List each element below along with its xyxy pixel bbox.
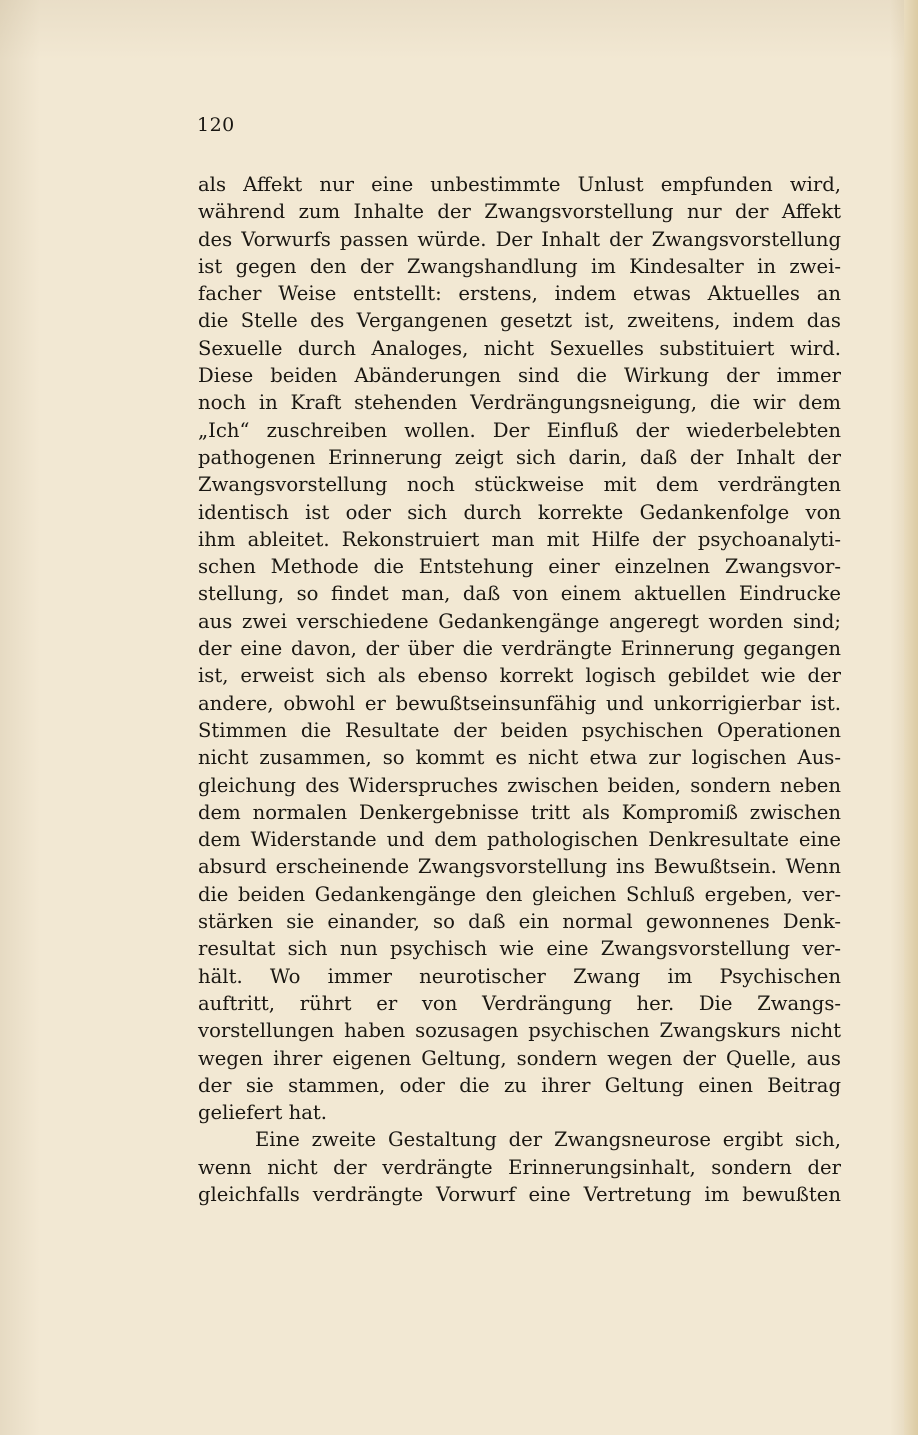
text-line: nicht zusammen, so kommt es nicht etwa zur logischen Aus- bbox=[198, 746, 841, 770]
text-line: Sexuelle durch Analoges, nicht Sexuelles substituiert wird. bbox=[198, 336, 841, 360]
text-line: ist, erweist sich als ebenso korrekt logisch gebildet wie der bbox=[198, 664, 841, 688]
text-line: facher Weise entstellt: erstens, indem etwas Aktuelles an bbox=[198, 282, 841, 306]
text-line: schen Methode die Entstehung einer einzelnen Zwangsvor- bbox=[198, 555, 841, 579]
text-line: identisch ist oder sich durch korrekte Gedankenfolge von bbox=[198, 500, 841, 524]
page-edge bbox=[904, 0, 918, 1435]
text-line: die beiden Gedankengänge den gleichen Schluß ergeben, ver- bbox=[198, 882, 841, 906]
text-line: gleichfalls verdrängte Vorwurf eine Vertretung im bewußten bbox=[198, 1182, 841, 1206]
text-line: während zum Inhalte der Zwangsvorstellung nur der Affekt bbox=[198, 200, 841, 224]
text-line: aus zwei verschiedene Gedankengänge angeregt worden sind; bbox=[198, 609, 841, 633]
page-number: 120 bbox=[197, 114, 235, 136]
text-line: Diese beiden Abänderungen sind die Wirkung der immer bbox=[198, 364, 841, 388]
text-line: Zwangsvorstellung noch stückweise mit dem verdrängten bbox=[198, 473, 841, 497]
text-line: andere, obwohl er bewußtseinsunfähig und unkorrigierbar ist. bbox=[198, 691, 841, 715]
text-line: pathogenen Erinnerung zeigt sich darin, daß der Inhalt der bbox=[198, 445, 841, 469]
text-line: vorstellungen haben sozusagen psychischen Zwangskurs nicht bbox=[198, 1019, 841, 1043]
body-text bbox=[198, 171, 841, 1208]
text-line: absurd erscheinende Zwangsvorstellung ins Bewußtsein. Wenn bbox=[198, 855, 841, 879]
text-line: dem Widerstande und dem pathologischen Denkresultate eine bbox=[198, 828, 841, 852]
text-line: der eine davon, der über die verdrängte Erinnerung gegangen bbox=[198, 637, 841, 661]
text-line: resultat sich nun psychisch wie eine Zwangsvorstellung ver- bbox=[198, 937, 841, 961]
text-line: stellung, so findet man, daß von einem aktuellen Eindrucke bbox=[198, 582, 841, 606]
text-line: als Affekt nur eine unbestimmte Unlust empfunden wird, bbox=[198, 173, 841, 196]
text-line: ihm ableitet. Rekonstruiert man mit Hilfe der psychoanalyti- bbox=[198, 527, 841, 551]
text-line: des Vorwurfs passen würde. Der Inhalt der Zwangsvorstellung bbox=[198, 227, 841, 251]
text-line: dem normalen Denkergebnisse tritt als Kompromiß zwischen bbox=[198, 800, 841, 824]
text-line: gleichung des Widerspruches zwischen beiden, sondern neben bbox=[198, 773, 841, 797]
text-line: ist gegen den der Zwangshandlung im Kindesalter in zwei- bbox=[198, 254, 841, 278]
text-line: die Stelle des Vergangenen gesetzt ist, zweitens, indem das bbox=[198, 309, 841, 333]
text-line: Eine zweite Gestaltung der Zwangsneurose ergibt sich, bbox=[255, 1128, 841, 1152]
text-line: stärken sie einander, so daß ein normal gewonnenes Denk- bbox=[198, 910, 841, 934]
text-line: geliefert hat. bbox=[198, 1101, 327, 1125]
text-line: wenn nicht der verdrängte Erinnerungsinhalt, sondern der bbox=[198, 1155, 841, 1179]
text-line: „Ich“ zuschreiben wollen. Der Einfluß der wiederbelebten bbox=[198, 418, 841, 442]
text-line: wegen ihrer eigenen Geltung, sondern wegen der Quelle, aus bbox=[198, 1046, 841, 1070]
text-line: der sie stammen, oder die zu ihrer Geltung einen Beitrag bbox=[198, 1073, 841, 1097]
text-line: Stimmen die Resultate der beiden psychischen Operationen bbox=[198, 718, 841, 742]
text-line: noch in Kraft stehenden Verdrängungsneigung, die wir dem bbox=[198, 391, 841, 415]
text-line: hält. Wo immer neurotischer Zwang im Psychischen bbox=[198, 964, 841, 988]
text-line: auftritt, rührt er von Verdrängung her. Die Zwangs- bbox=[198, 991, 841, 1015]
